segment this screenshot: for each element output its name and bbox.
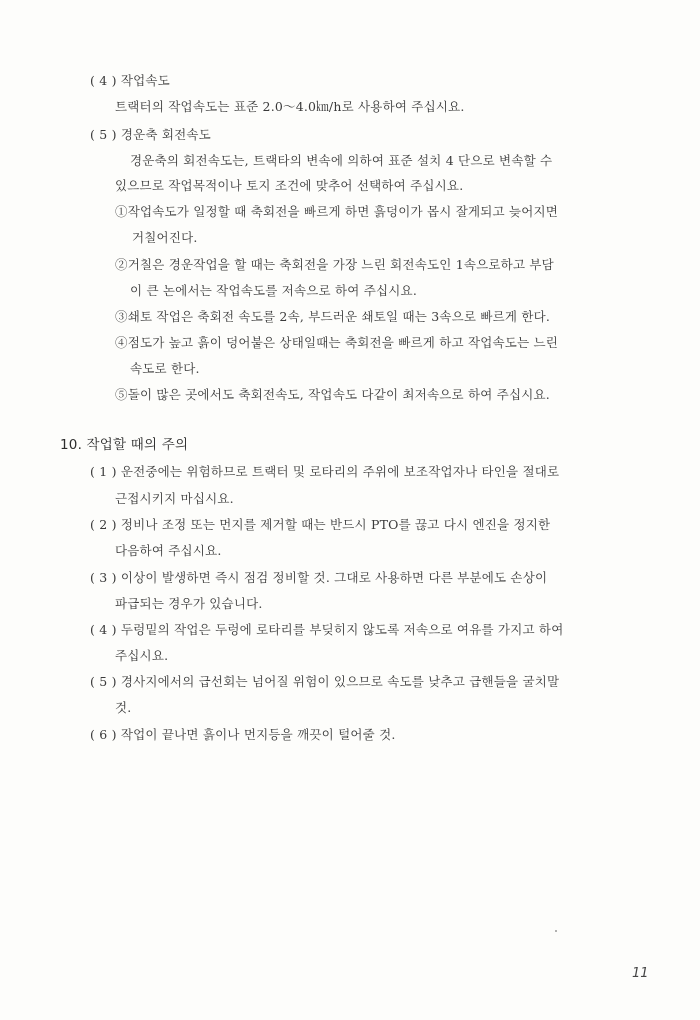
section-5-item-4-line1: ④점도가 높고 흙이 덩어붙은 상태일때는 축회전을 빠르게 하고 작업속도는 느린 — [115, 335, 559, 350]
page-number: 11 — [632, 966, 649, 981]
caution-4-line1: ( 4 ) 두렁밑의 작업은 두렁에 로타리를 부딪히지 않도록 저속으로 여유를 가지고 하여 — [90, 622, 564, 637]
caution-1-line2: 근접시키지 마십시요. — [115, 491, 234, 506]
caution-4-line2: 주십시요. — [115, 648, 169, 663]
section-5-text-line2: 있으므로 작업목적이나 토지 조건에 맞추어 선택하여 주십시요. — [115, 178, 464, 193]
scan-speck — [555, 930, 557, 932]
section-10-heading: 10. 작업할 때의 주의 — [60, 437, 189, 453]
caution-3-line1: ( 3 ) 이상이 발생하면 즉시 점검 정비할 것. 그대로 사용하면 다른 부분에도 손상이 — [90, 570, 548, 585]
caution-2-line2: 다음하여 주십시요. — [115, 543, 222, 558]
section-4-title: ( 4 ) 작업속도 — [90, 73, 170, 88]
section-5-title: ( 5 ) 경운축 회전속도 — [90, 127, 211, 142]
caution-2-line1: ( 2 ) 정비나 조정 또는 먼지를 제거할 때는 반드시 PTO를 끊고 다시 엔진을 정지한 — [90, 517, 551, 532]
caution-6: ( 6 ) 작업이 끝나면 흙이나 먼지등을 깨끗이 털어줄 것. — [90, 727, 396, 742]
section-5-item-1-line2: 거칠어진다. — [132, 230, 198, 245]
section-4-text: 트랙터의 작업속도는 표준 2.0～4.0㎞/h로 사용하여 주십시요. — [115, 99, 465, 114]
caution-5-line2: 것. — [115, 700, 132, 715]
section-5-item-2-line1: ②거칠은 경운작업을 할 때는 축회전을 가장 느린 회전속도인 1속으로하고 부담 — [115, 257, 554, 272]
section-5-item-1-line1: ①작업속도가 일정할 때 축회전을 빠르게 하면 흙덩이가 몹시 잘게되고 늦어지면 — [115, 204, 559, 219]
section-5-item-5: ⑤돌이 많은 곳에서도 축회전속도, 작업속도 다같이 최저속으로 하여 주십시요. — [115, 387, 550, 402]
section-5-item-2-line2: 이 큰 논에서는 작업속도를 저속으로 하여 주십시요. — [130, 283, 417, 298]
caution-5-line1: ( 5 ) 경사지에서의 급선회는 넘어질 위험이 있으므로 속도를 낮추고 급핸들을 굴치말 — [90, 674, 560, 689]
section-5-item-3: ③쇄토 작업은 축회전 속도를 2속, 부드러운 쇄토일 때는 3속으로 빠르게 한다. — [115, 309, 551, 324]
caution-3-line2: 파급되는 경우가 있습니다. — [115, 596, 263, 611]
section-5-text-line1: 경운축의 회전속도는, 트랙타의 변속에 의하여 표준 설치 4 단으로 변속할 수 — [130, 153, 553, 168]
caution-1-line1: ( 1 ) 운전중에는 위험하므로 트랙터 및 로타리의 주위에 보조작업자나 타인을 절대로 — [90, 464, 560, 479]
section-5-item-4-line2: 속도로 한다. — [130, 361, 200, 376]
